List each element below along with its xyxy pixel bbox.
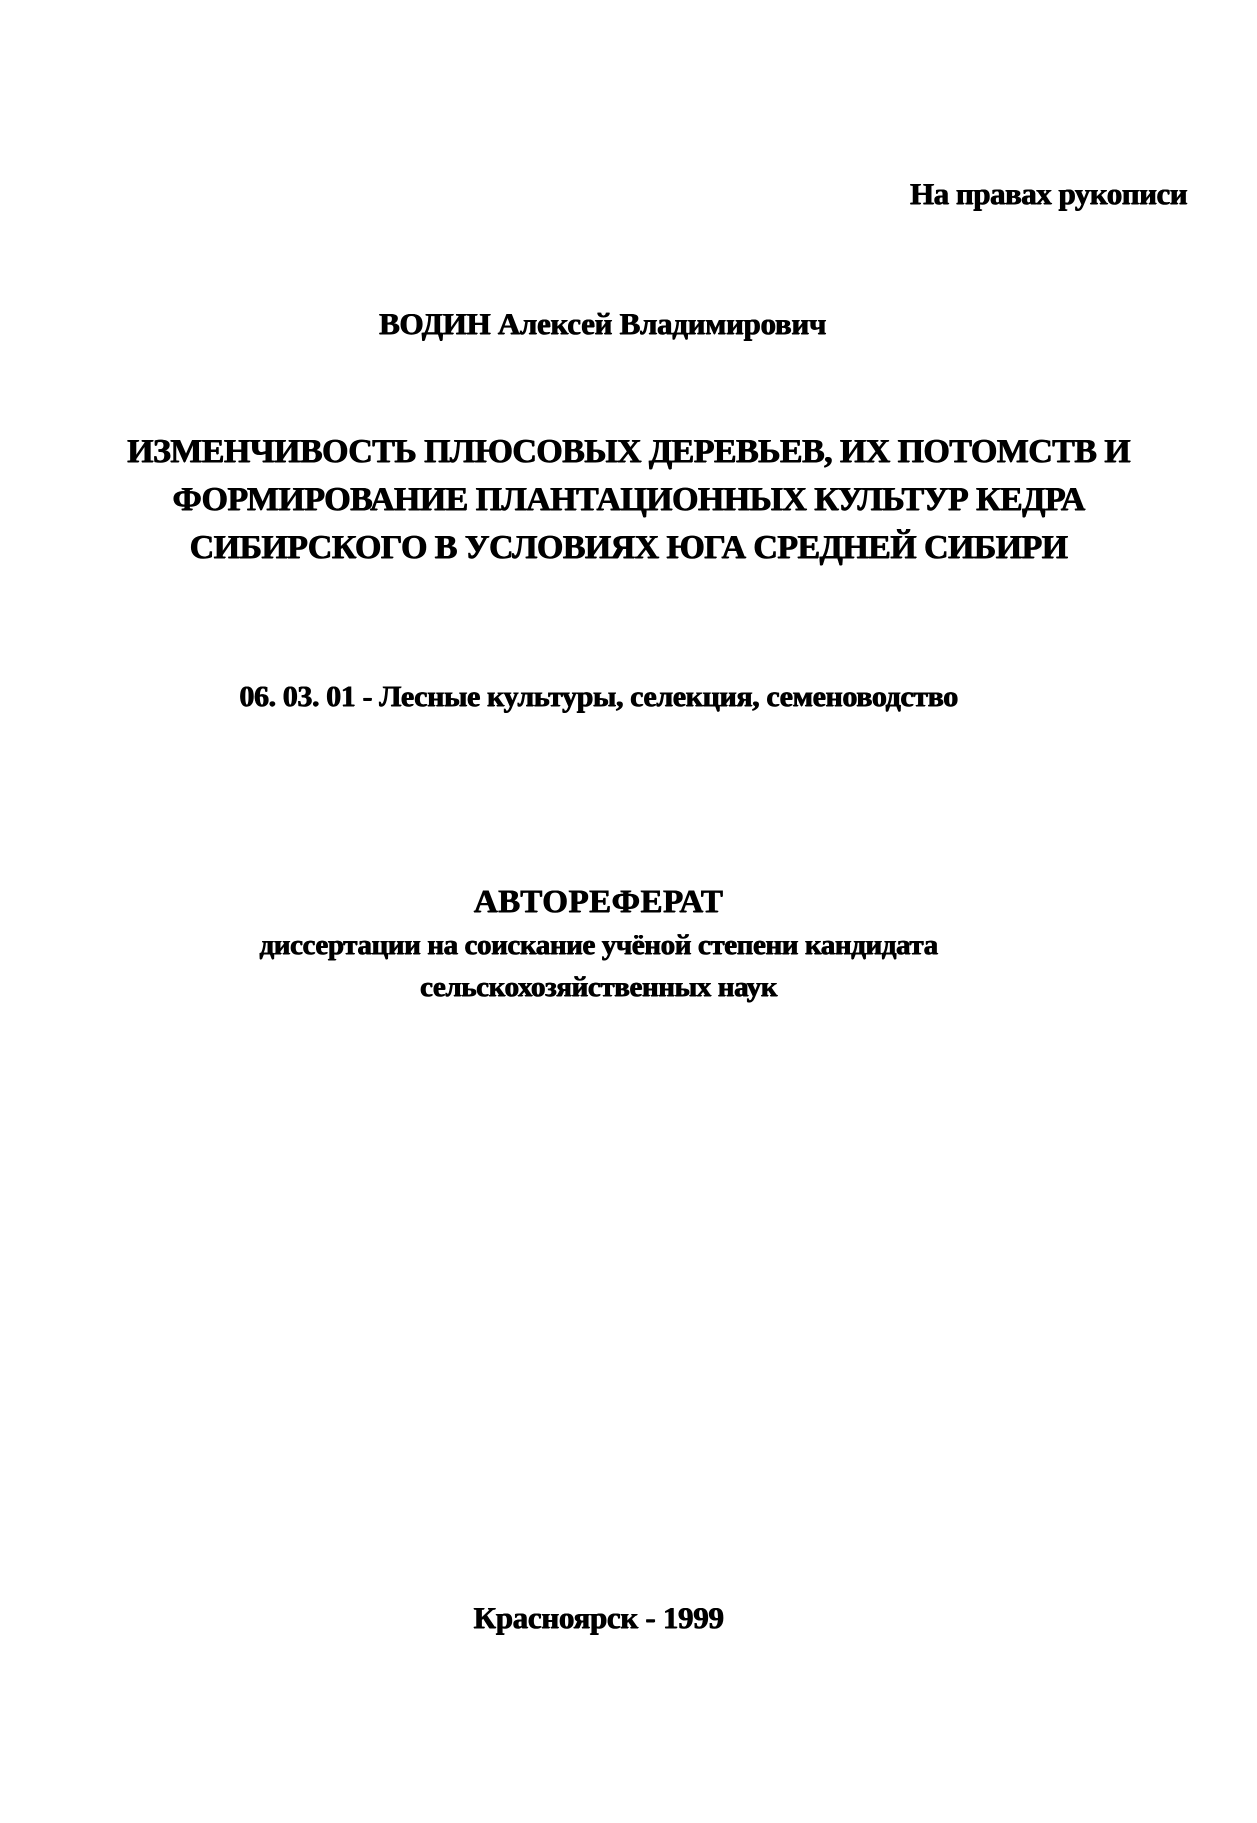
title-line: СИБИРСКОГО В УСЛОВИЯХ ЮГА СРЕДНЕЙ СИБИРИ — [189, 529, 1068, 566]
title-line: ФОРМИРОВАНИЕ ПЛАНТАЦИОННЫХ КУЛЬТУР КЕДРА — [172, 481, 1085, 518]
author-block — [0, 306, 1257, 342]
rights-notice: На правах рукописи — [909, 176, 1187, 211]
specialty-block — [0, 680, 1257, 714]
specialty-code: 06. 03. 01 - Лесные культуры, селекция, семеноводство — [239, 680, 958, 713]
place-year: Красноярск - 1999 — [473, 1600, 724, 1635]
footer-block — [0, 1600, 1257, 1636]
abstract-block — [0, 880, 1257, 1008]
dissertation-title — [0, 428, 1257, 572]
abstract-heading: АВТОРЕФЕРАТ — [473, 884, 724, 920]
title-line: ИЗМЕНЧИВОСТЬ ПЛЮСОВЫХ ДЕРЕВЬЕВ, ИХ ПОТОМСТВ И — [127, 433, 1130, 470]
author-name: ВОДИН Алексей Владимирович — [378, 306, 827, 341]
abstract-line: сельскохозяйственных наук — [419, 971, 778, 1003]
abstract-line: диссертации на соискание учёной степени кандидата — [259, 929, 938, 961]
